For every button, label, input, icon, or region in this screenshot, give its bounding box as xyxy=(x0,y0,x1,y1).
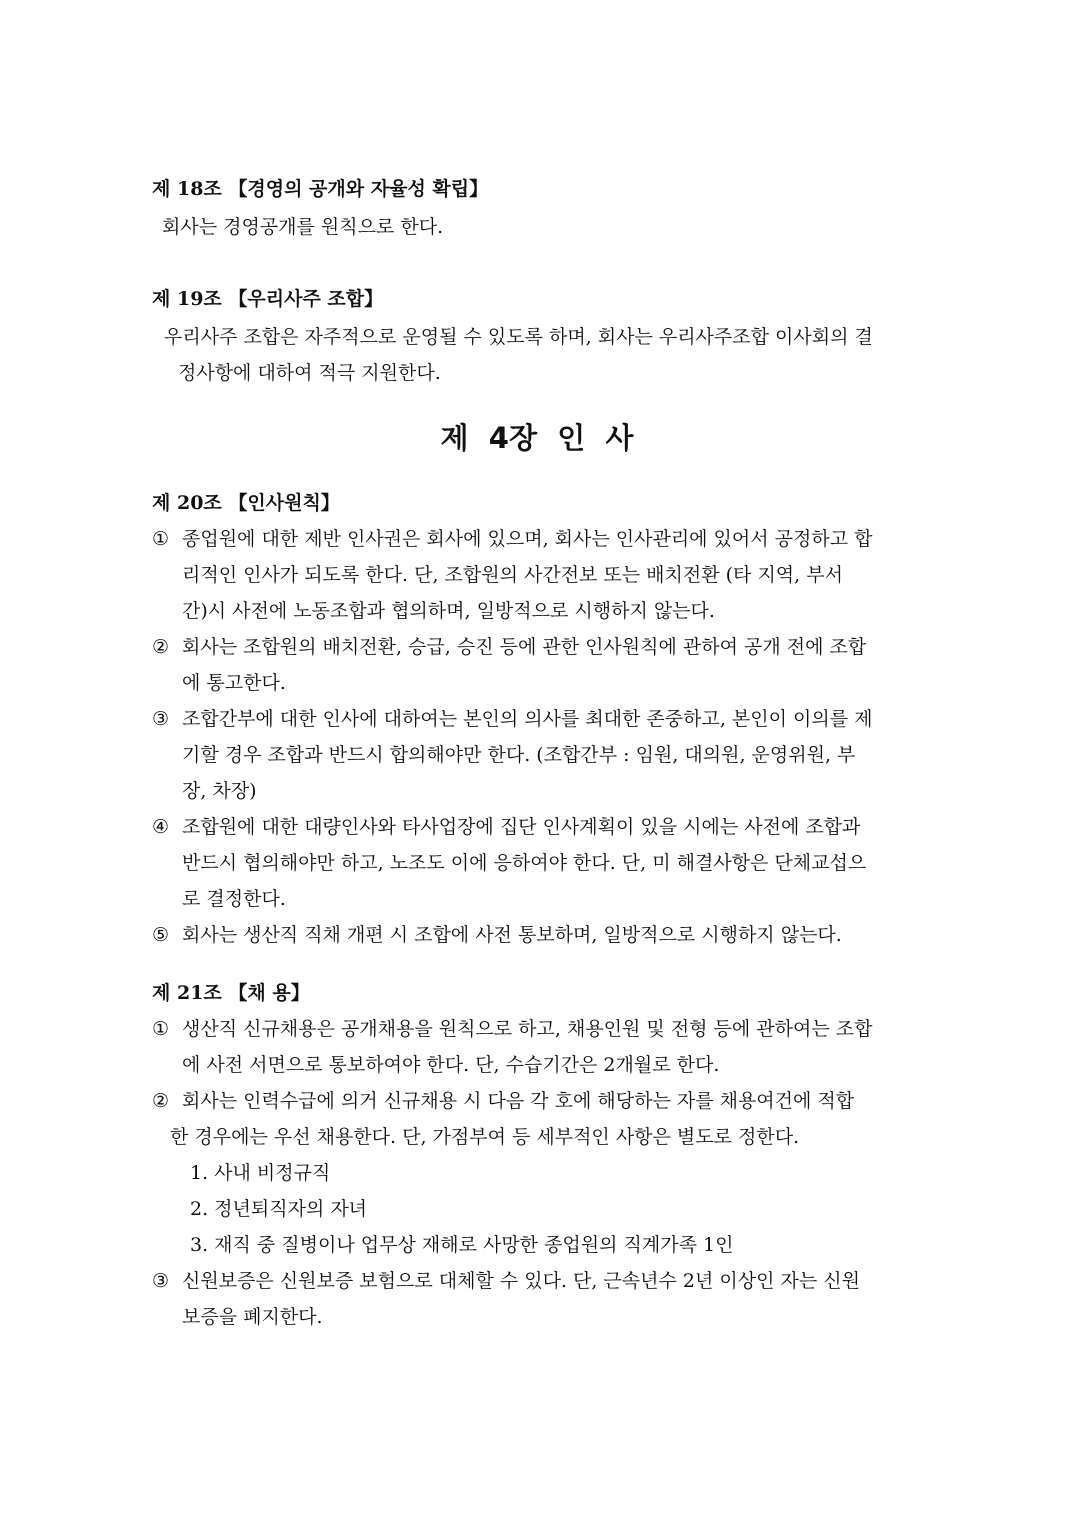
article-19-heading: 제 19조 【우리사주 조합】 xyxy=(152,288,384,310)
article-19-line-1: 우리사주 조합은 자주적으로 운영될 수 있도록 하며, 회사는 우리사주조합 이사회의 결 xyxy=(164,326,873,348)
sub-item-2: 2. 정년퇴직자의 자녀 xyxy=(190,1198,368,1220)
item-line: 간)시 사전에 노동조합과 협의하며, 일방적으로 시행하지 않는다. xyxy=(182,600,715,622)
article-19-line-2: 정사항에 대하여 적극 지원한다. xyxy=(178,362,441,384)
article-20-item-2 xyxy=(152,634,866,660)
article-21-heading: 제 21조 【채 용】 xyxy=(152,982,310,1004)
sub-item-3: 3. 재직 중 질병이나 업무상 재해로 사망한 종업원의 직계가족 1인 xyxy=(190,1234,734,1256)
item-line: 로 결정한다. xyxy=(182,888,286,910)
item-line: 조합간부에 대한 인사에 대하여는 본인의 의사를 최대한 존중하고, 본인이 이의를 제 xyxy=(182,708,873,730)
article-18-body: 회사는 경영공개를 원칙으로 한다. xyxy=(162,216,444,238)
item-line: 종업원에 대한 제반 인사권은 회사에 있으며, 회사는 인사관리에 있어서 공정하고 합 xyxy=(182,528,873,550)
article-20-item-1 xyxy=(152,526,872,552)
article-21-item-3 xyxy=(152,1268,860,1294)
item-line: 회사는 조합원의 배치전환, 승급, 승진 등에 관한 인사원칙에 관하여 공개 전에 조합 xyxy=(182,636,867,658)
item-line: 리적인 인사가 되도록 한다. 단, 조합원의 사간전보 또는 배치전환 (타 지역, 부서 xyxy=(182,564,843,586)
item-line: 회사는 생산직 직채 개편 시 조합에 사전 통보하며, 일방적으로 시행하지 않는다. xyxy=(182,924,842,946)
item-line: 반드시 협의해야만 하고, 노조도 이에 응하여야 한다. 단, 미 해결사항은 단체교섭으 xyxy=(182,852,867,874)
article-20-item-3 xyxy=(152,706,872,732)
sub-item-1: 1. 사내 비정규직 xyxy=(190,1162,331,1184)
chapter-title: 제 4장 인 사 xyxy=(440,421,634,455)
item-number: ③ xyxy=(152,1270,170,1292)
item-number: ④ xyxy=(152,816,170,838)
article-18-heading: 제 18조 【경영의 공개와 자율성 확립】 xyxy=(152,178,489,200)
article-20-heading: 제 20조 【인사원칙】 xyxy=(152,492,340,514)
item-line: 보증을 폐지한다. xyxy=(182,1306,323,1328)
item-number: ⑤ xyxy=(152,924,170,946)
item-line: 조합원에 대한 대량인사와 타사업장에 집단 인사계획이 있을 시에는 사전에 조합과 xyxy=(182,816,861,838)
article-21-item-1 xyxy=(152,1016,872,1042)
item-line: 한 경우에는 우선 채용한다. 단, 가점부여 등 세부적인 사항은 별도로 정한다. xyxy=(170,1126,800,1148)
item-line: 에 사전 서면으로 통보하여야 한다. 단, 수습기간은 2개월로 한다. xyxy=(182,1054,720,1076)
item-number: ① xyxy=(152,1018,170,1040)
item-line: 장, 차장) xyxy=(182,780,257,802)
article-20-item-5 xyxy=(152,922,842,948)
item-line: 에 통고한다. xyxy=(182,672,286,694)
item-line: 신원보증은 신원보증 보험으로 대체할 수 있다. 단, 근속년수 2년 이상인 자는 신원 xyxy=(182,1270,860,1292)
item-number: ② xyxy=(152,636,170,658)
item-line: 기할 경우 조합과 반드시 합의해야만 한다. (조합간부 : 임원, 대의원, 운영위원, 부 xyxy=(182,744,856,766)
article-20-item-4 xyxy=(152,814,860,840)
item-line: 생산직 신규채용은 공개채용을 원칙으로 하고, 채용인원 및 전형 등에 관하여는 조합 xyxy=(182,1018,873,1040)
item-line: 회사는 인력수급에 의거 신규채용 시 다음 각 호에 해당하는 자를 채용여건에 적합 xyxy=(182,1090,855,1112)
item-number: ③ xyxy=(152,708,170,730)
item-number: ① xyxy=(152,528,170,550)
item-number: ② xyxy=(152,1090,170,1112)
article-21-item-2 xyxy=(152,1088,854,1114)
